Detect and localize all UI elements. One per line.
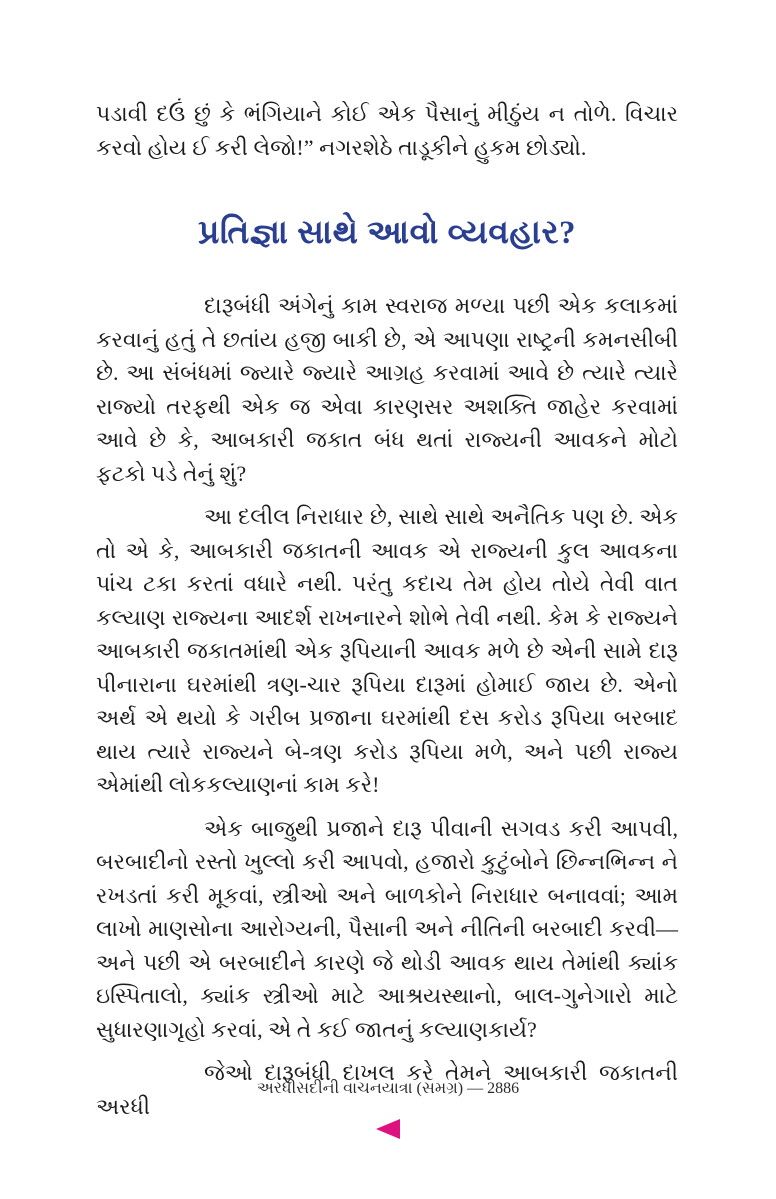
article-title: પ્રતિજ્ઞા સાથે આવો વ્યવહાર? (197, 215, 577, 251)
paragraph-2: આ દલીલ નિરાધાર છે, સાથે સાથે અનૈતિક પણ છે. એક તો એ કે, આબકારી જકાતની આવક એ રાજ્યની કુલ આવકના પાંચ ટકા કરતાં વધારે નથી. પરંતુ કદાચ તેમ હોય તોયે તેવી વાત કલ્યાણ રાજ્યના આદર્શ રાખનારને શોભે તેવી નથી. કેમ કે રાજ્યને આબકારી જકાતમાંથી એક રૂપિયાની આવક મળે છે એની સામે દારૂ પીનારાના ઘરમાંથી ત્રણ-ચાર રૂપિયા દારૂમાં હોમાઈ જાય છે. એનો અર્થ એ થયો કે ગરીબ પ્રજાના ઘરમાંથી દસ કરોડ રૂપિયા બરબાદ થાય ત્યારે રાજ્યને બે-ત્રણ કરોડ રૂપિયા મળે, અને પછી રાજ્ય એમાંથી લોકકલ્યાણનાં કામ કરે! (96, 504, 678, 797)
paragraph-continuation: પડાવી દઉં છું કે ભંગિયાને કોઈ એક પૈસાનું મીઠુંય ન તોળે. વિચાર કરવો હોય ઈ કરી લેજો!” નગરશેઠે તાડૂકીને હુકમ છોડ્યો. (96, 101, 678, 160)
paragraph-1: દારૂબંધી અંગેનું કામ સ્વરાજ મળ્યા પછી એક કલાકમાં કરવાનું હતું તે છતાંય હજી બાકી છે, એ આપણા રાષ્ટ્રની કમનસીબી છે. આ સંબંધમાં જ્યારે જ્યારે આગ્રહ કરવામાં આવે છે ત્યારે ત્યારે રાજ્યો તરફથી એક જ એવા કારણસર અશક્તિ જાહેર કરવામાં આવે છે કે, આબકારી જકાત બંધ થતાં રાજ્યની આવકને મોટો ફટકો પડે તેનું શું? (96, 293, 678, 486)
paragraph-3: એક બાજુથી પ્રજાને દારૂ પીવાની સગવડ કરી આપવી, બરબાદીનો રસ્તો ખુલ્લો કરી આપવો, હજારો કુટુંબોને છિન્નભિન્ન ને રખડતાં કરી મૂકવાં, સ્ત્રીઓ અને બાળકોને નિરાધાર બનાવવાં; આમ લાખો માણસોના આરોગ્યની, પૈસાની અને નીતિની બરબાદી કરવી—અને પછી એ બરબાદીને કારણે જે થોડી આવક થાય તેમાંથી ક્યાંક ઇસ્પિતાલો, ક્યાંક સ્ત્રીઓ માટે આશ્રયસ્થાનો, બાલ-ગુનેગારો માટે સુધારણાગૃહો કરવાં, એ તે કઈ જાતનું કલ્યાણકાર્ય? (96, 815, 678, 1042)
page-footer: અરધીસદીની વાચનયાત્રા (સમગ્ર) — 2886 (256, 1080, 520, 1097)
paragraph-4: જેઓ દારૂબંધી દાખલ કરે તેમને આબકારી જકાતની અરધી (96, 1060, 678, 1119)
previous-page-icon[interactable] (376, 1119, 400, 1139)
